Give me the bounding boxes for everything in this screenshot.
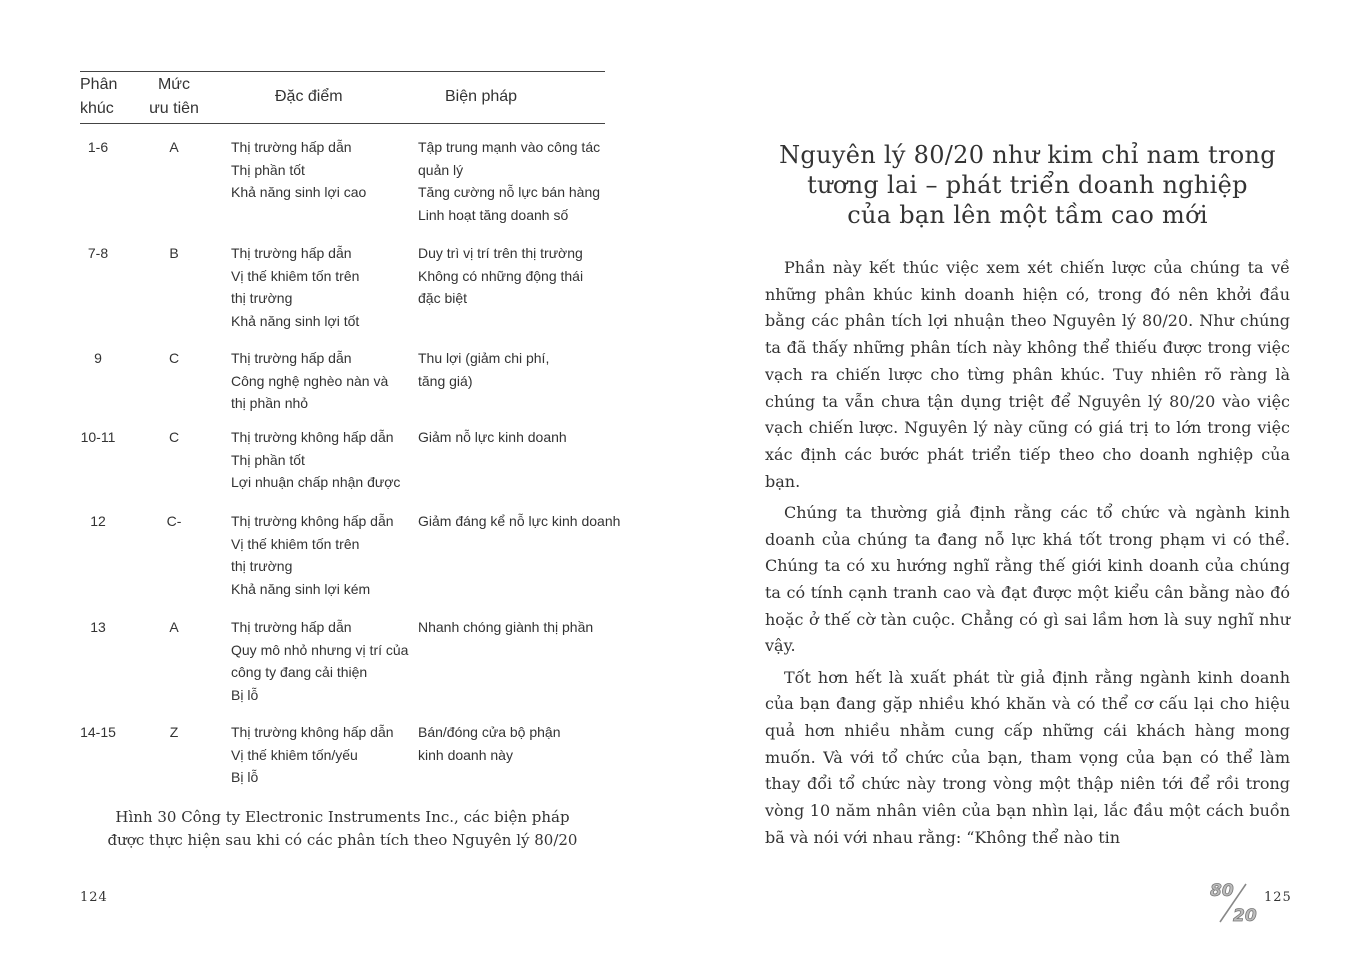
measures-cell: Giảm nỗ lực kinh doanh (418, 429, 567, 445)
logo-bottom-number: 20 (1233, 906, 1257, 924)
priority-cell: C (168, 429, 180, 445)
measures-cell: Tập trung mạnh vào công tác quản lý Tăng cường nỗ lực bán hàng Linh hoạt tăng doanh số (418, 139, 601, 223)
segment-cell: 10-11 (80, 429, 116, 445)
right-page (685, 0, 1370, 969)
title-line: của bạn lên một tầm cao mới (847, 201, 1208, 229)
header-measures: Biện pháp (445, 88, 518, 105)
paragraph: Chúng ta thường giả định rằng các tổ chức và ngành kinh doanh của chúng ta đang nỗ lực khá tốt trong phạm vi có thể. Chúng ta có xu hướng nghĩ rằng thế giới kinh doanh của chúng ta có tính cạnh tranh cao và đạt được một kiểu cân bằng nào đó hoặc ở thế cờ tàn cuộc. Chẳng có gì sai lầm hơn là suy nghĩ như vậy. (765, 502, 1290, 656)
segment-cell: 13 (90, 619, 106, 635)
body-text (765, 255, 1290, 856)
features-cell: Thị trường hấp dẫn Thị phần tốt Khả năng sinh lợi cao (231, 139, 367, 200)
measures-cell: Bán/đóng cửa bộ phận kinh doanh này (418, 724, 561, 763)
segment-cell: 12 (90, 513, 106, 529)
features-cell: Thị trường hấp dẫn Vị thế khiêm tốn trên thị trường Khả năng sinh lợi tốt (231, 245, 360, 329)
priority-cell: A (169, 619, 179, 635)
measures-cell: Thu lợi (giảm chi phí, tăng giá) (418, 350, 550, 389)
segment-cell: 14-15 (80, 724, 116, 740)
measures-cell: Nhanh chóng giành thị phần (418, 619, 594, 635)
header-priority: Mức ưu tiên (149, 76, 199, 117)
features-cell: Thị trường hấp dẫn Quy mô nhỏ nhưng vị trí của công ty đang cải thiện Bị lỗ (231, 619, 409, 703)
priority-cell: C- (166, 513, 182, 529)
segment-cell: 9 (94, 350, 102, 366)
measures-cell: Duy trì vị trí trên thị trường Không có những động thái đặc biệt (418, 245, 584, 306)
figure-caption: Hình 30 Công ty Electronic Instruments Inc., các biện pháp được thực hiện sau khi có các phân tích theo Nguyên lý 80/20 (107, 808, 578, 849)
chapter-title (765, 140, 1290, 230)
features-cell: Thị trường không hấp dẫn Vị thế khiêm tốn trên thị trường Khả năng sinh lợi kém (231, 513, 394, 597)
segment-cell: 7-8 (87, 245, 109, 261)
80-20-logo-icon (1208, 876, 1262, 924)
logo-top-number: 80 (1210, 881, 1234, 901)
features-cell: Thị trường không hấp dẫn Thị phần tốt Lợi nhuận chấp nhận được (231, 429, 401, 490)
table-header (80, 71, 605, 124)
page-number-left: 124 (80, 890, 108, 905)
segment-table (80, 71, 621, 785)
priority-cell: C (168, 350, 180, 366)
measures-cell: Giảm đáng kể nỗ lực kinh doanh (418, 513, 621, 529)
priority-cell: Z (169, 724, 179, 740)
priority-cell: B (169, 245, 179, 261)
title-line: tương lai – phát triển doanh nghiệp (807, 171, 1248, 199)
segment-cell: 1-6 (87, 139, 109, 155)
paragraph: Phần này kết thúc việc xem xét chiến lược của chúng ta về những phân khúc kinh doanh hiện có, trong đó nên khởi đầu bằng các phân tích lợi nhuận theo Nguyên lý 80/20. Như chúng ta đã thấy những phân tích này không thể thiếu được trong việc vạch ra chiến lược cho từng phân khúc. Tuy nhiên rõ ràng là chúng ta vẫn chưa tận dụng triệt để Nguyên lý 80/20 vào việc vạch chiến lược. Nguyên lý này cũng có giá trị to lớn trong việc xác định các bước phát triển tiếp theo cho doanh nghiệp của bạn. (765, 258, 1290, 491)
title-line: Nguyên lý 80/20 như kim chỉ nam trong (779, 141, 1276, 169)
header-segment: Phân khúc (80, 76, 118, 117)
page-number-right: 125 (1264, 890, 1292, 905)
priority-cell: A (169, 139, 179, 155)
features-cell: Thị trường không hấp dẫn Vị thế khiêm tốn/yếu Bị lỗ (231, 724, 394, 785)
paragraph: Tốt hơn hết là xuất phát từ giả định rằng ngành kinh doanh của bạn đang gặp nhiều khó khăn và có thể cơ cấu lại cho hiệu quả hơn nhiều nhằm cung cấp những cái khách hàng mong muốn. Và với tổ chức của bạn, tham vọng của bạn có thể làm thay đổi tổ chức này trong vòng một thập niên tới để rồi trong vòng 10 năm nhân viên của bạn nhìn lại, lắc đầu một cách buồn bã và nói với nhau rằng: “Không thể nào tin (765, 667, 1290, 847)
header-features: Đặc điểm (275, 88, 343, 105)
features-cell: Thị trường hấp dẫn Công nghệ nghèo nàn và thị phần nhỏ (231, 350, 389, 411)
